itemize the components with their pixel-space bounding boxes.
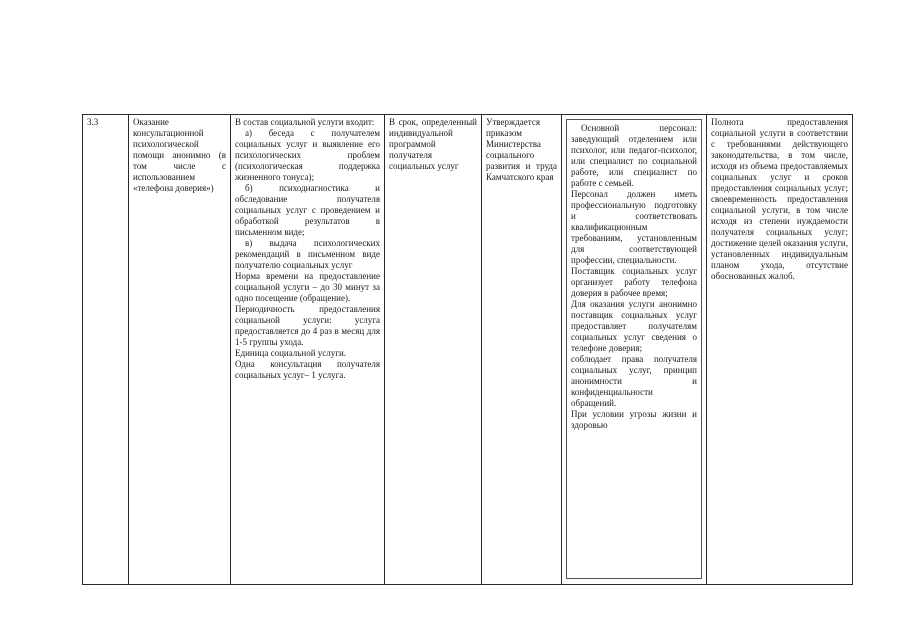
description-paragraph: Периодичность предоставления социальной услуги: услуга предоставляется до 4 раз в месяц для 1-5 группы ухода. <box>235 304 380 347</box>
staff-paragraph: Основной персонал: заведующий отделением или психолог, или педагог-психолог, или специалист по социальной работе, или специалист по работе с семьей. <box>571 123 697 188</box>
service-name: Оказание консультационной психологической помощи анонимно (в том числе с использованием «телефона доверия») <box>133 117 226 193</box>
services-table <box>82 114 853 585</box>
service-name-cell <box>129 115 231 585</box>
description-paragraph: В состав социальной услуги входит: <box>235 117 375 127</box>
description-paragraph: в) выдача психологических рекомендаций в письменном виде получателю социальных услуг <box>235 238 380 270</box>
description-paragraph: Норма времени на предоставление социальной услуги – до 30 минут за одно посещение (обращение). <box>235 271 380 303</box>
staff-box <box>566 119 702 579</box>
approval-cell <box>482 115 562 585</box>
description-paragraph: Единица социальной услуги. <box>235 348 347 358</box>
row-number-cell <box>83 115 129 585</box>
staff-paragraph: Персонал должен иметь профессиональную подготовку и соответствовать квалификационным требованиям, установленным для соответствующей профессии, специальности. <box>571 189 697 265</box>
staff-paragraph: При условии угрозы жизни и здоровью <box>571 409 697 430</box>
quality-cell <box>707 115 853 585</box>
row-number: 3.3 <box>87 117 99 127</box>
approval-text: Утверждается приказом Министерства социального развития и труда Камчатского края <box>486 117 557 182</box>
description-paragraph: б) психодиагностика и обследование получателя социальных услуг с проведением и обработкой результатов в письменном виде; <box>235 183 380 237</box>
quality-text: Полнота предоставления социальной услуги в соответствии с требованиями действующего законодательства, в том числе, исходя из объема предоставляемых социальных услуг и сроков предоставления социальных услуг; своевременность предоставления социальной услуги, в том числе исходя из степени нуждаемости получателя социальных услуг; достижение целей оказания услуги, установленных индивидуальным планом ухода, отсутствие обоснованных жалоб. <box>711 117 848 281</box>
description-paragraph: а) беседа с получателем социальных услуг и выявление его психологических проблем (психологическая поддержка жизненного тонуса); <box>235 128 380 182</box>
staff-paragraph: соблюдает права получателя социальных услуг, принцип анонимности и конфиденциальности обращений. <box>571 354 697 408</box>
term-cell <box>385 115 482 585</box>
term-text: В срок, определенный индивидуальной программой получателя социальных услуг <box>389 117 477 171</box>
description-paragraph: Одна консультация получателя социальных услуг– 1 услуга. <box>235 359 380 380</box>
table-row <box>83 115 853 585</box>
staff-paragraph: Поставщик социальных услуг организует работу телефона доверия в рабочее время; <box>571 266 697 298</box>
staff-paragraph: Для оказания услуги анонимно поставщик социальных услуг предоставляет получателям социальных услуг сведения о телефоне доверия; <box>571 299 697 353</box>
staff-cell <box>562 115 707 585</box>
service-description-cell <box>231 115 385 585</box>
